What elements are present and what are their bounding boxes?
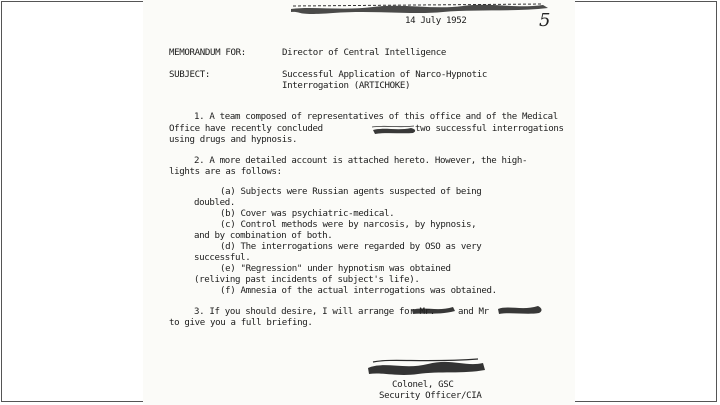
- item-c-line1: (c) Control methods were by narcosis, by hypnosis,: [220, 220, 477, 230]
- item-a-line2: doubled.: [194, 198, 235, 208]
- memorandum-label: MEMORANDUM FOR:: [169, 48, 246, 58]
- para3-line1a: 3. If you should desire, I will arrange for Mr.: [194, 307, 435, 317]
- item-e-line1: (e) "Regression" under hypnotism was obtained: [220, 264, 451, 274]
- signature-redaction: [368, 362, 485, 375]
- memo-page: [143, 0, 575, 405]
- para1-line2a: Office have recently concluded: [169, 124, 323, 134]
- para2-line2: lights are as follows:: [169, 167, 282, 177]
- item-f: (f) Amnesia of the actual interrogations was obtained.: [220, 286, 497, 296]
- subject-line-1: Successful Application of Narco-Hypnotic: [282, 70, 487, 80]
- subject-label: SUBJECT:: [169, 70, 210, 80]
- signature-title: Colonel, GSC: [392, 380, 454, 390]
- p3-redaction-2: [498, 306, 542, 314]
- para1-line1: 1. A team composed of representatives of this office and of the Medical: [194, 112, 558, 122]
- para3-line1b: and Mr: [458, 307, 489, 317]
- item-c-line2: and by combination of both.: [194, 231, 333, 241]
- item-e-line2: (reliving past incidents of subject's life).: [194, 275, 420, 285]
- para1-line2b: two successful interrogations: [415, 124, 564, 134]
- subject-line-2: Interrogation (ARTICHOKE): [282, 81, 411, 91]
- memo-date: 14 July 1952: [405, 16, 467, 26]
- para3-line2: to give you a full briefing.: [169, 318, 313, 328]
- signature-office: Security Officer/CIA: [379, 391, 482, 401]
- item-b: (b) Cover was psychiatric-medical.: [220, 209, 395, 219]
- memorandum-recipient: Director of Central Intelligence: [282, 48, 446, 58]
- item-a-line1: (a) Subjects were Russian agents suspected of being: [220, 187, 482, 197]
- para2-line1: 2. A more detailed account is attached hereto. However, the high-: [194, 156, 528, 166]
- p1-redaction: [373, 128, 415, 134]
- item-d-line1: (d) The interrogations were regarded by OSO as very: [220, 242, 482, 252]
- corner-page-mark: 5: [539, 10, 551, 31]
- item-d-line2: successful.: [194, 253, 251, 263]
- para1-line3: using drugs and hypnosis.: [169, 135, 298, 145]
